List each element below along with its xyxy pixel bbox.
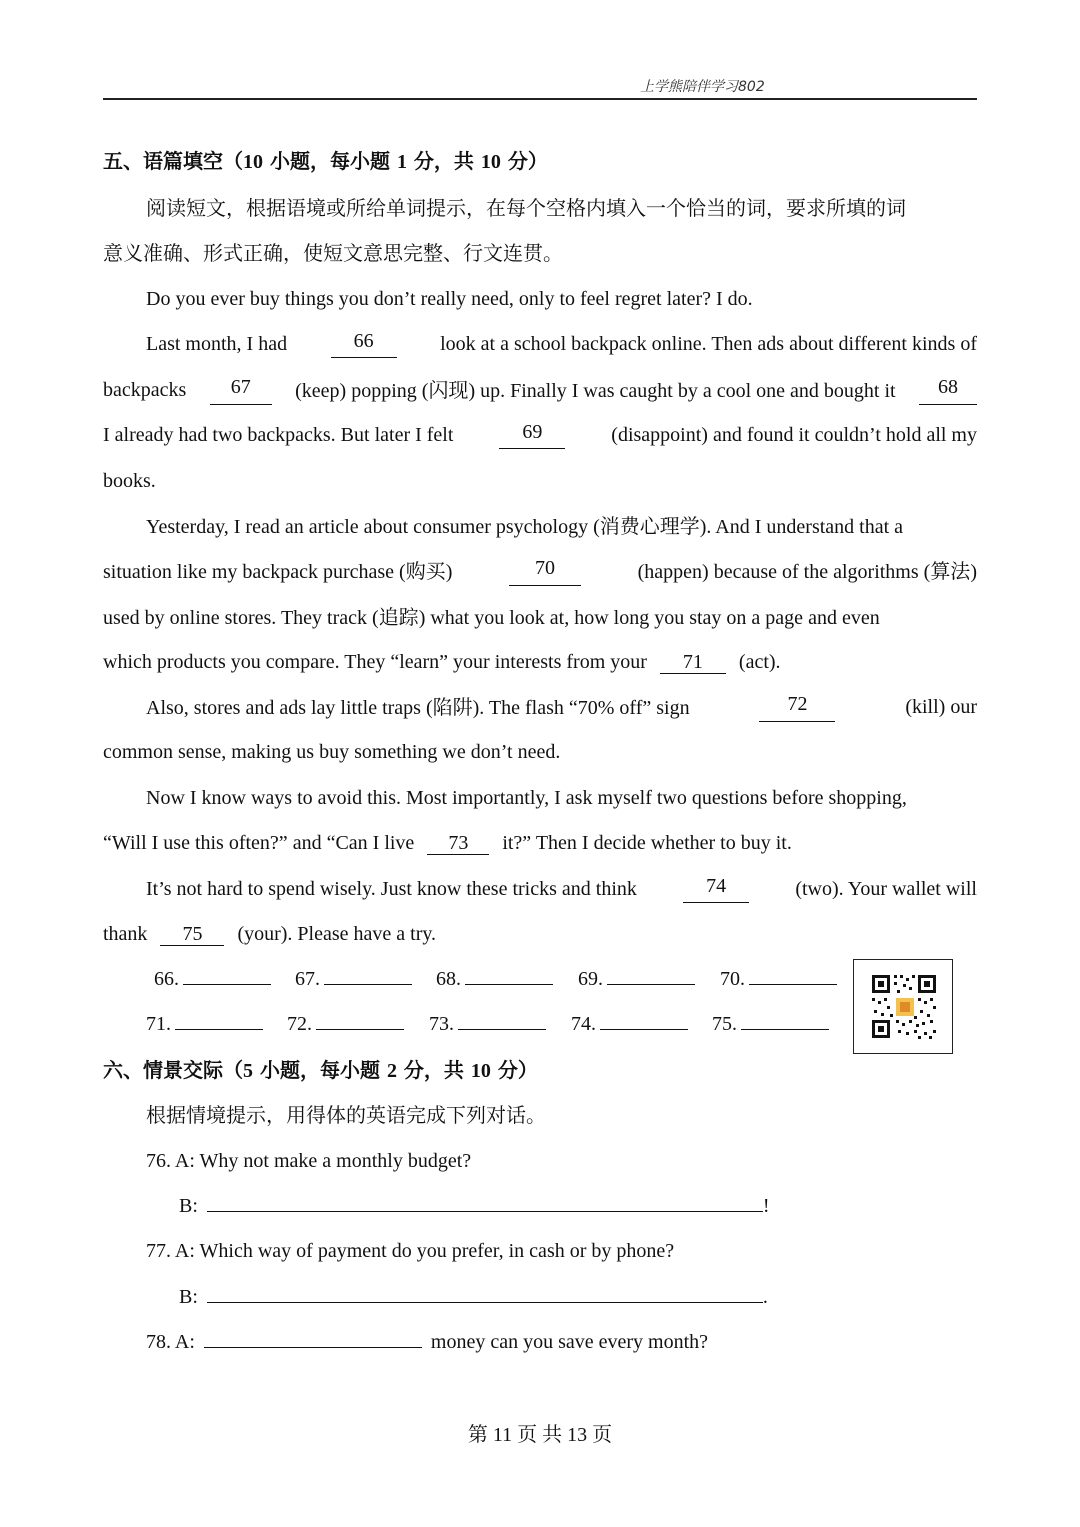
answer-item[interactable] (295, 965, 412, 993)
answer-line[interactable] (183, 966, 271, 985)
answer-label: 70. (720, 968, 745, 990)
answer-item[interactable] (154, 965, 271, 993)
answer-label: 72. (287, 1013, 312, 1035)
answer-line[interactable] (607, 966, 695, 985)
passage-text: I already had two backpacks. But later I felt (103, 424, 454, 446)
answer-label: 66. (154, 968, 179, 990)
passage-text: which products you compare. They “learn” your interests from your (103, 651, 647, 673)
passage-line-5: books. (103, 470, 156, 492)
answer-item[interactable] (578, 965, 695, 993)
passage-line-1: Do you ever buy things you don’t really need, only to feel regret later? I do. (146, 288, 753, 310)
answer-item[interactable] (287, 1010, 404, 1038)
answer-label: 67. (295, 968, 320, 990)
answer-line[interactable] (741, 1011, 829, 1030)
passage-cn-gloss: 陷阱 (432, 695, 473, 719)
section6-title-n1: 5 (243, 1060, 253, 1082)
section5-title-mid2: 分，共 (406, 149, 481, 173)
passage-line-7 (103, 557, 977, 586)
blank-69[interactable]: 69 (499, 421, 565, 449)
answer-label: 69. (578, 968, 603, 990)
q78-a (146, 1328, 977, 1356)
answer-line[interactable] (458, 1011, 546, 1030)
speaker-label: B: (179, 1286, 198, 1308)
passage-text: (two). Your wallet will (795, 878, 977, 900)
section5-instruction-1: 阅读短文，根据语境或所给单词提示，在每个空格内填入一个恰当的词，要求所填的词 (146, 196, 906, 220)
passage-line-8 (103, 603, 977, 632)
punctuation: . (762, 1286, 768, 1308)
blank-67[interactable]: 67 (210, 376, 272, 405)
qr-code-icon (854, 960, 952, 1053)
passage-line-13 (103, 829, 977, 857)
passage-cn-gloss: 购买 (405, 559, 446, 583)
passage-text: (kill) our (905, 696, 977, 718)
section6-title-n2: 2 (386, 1060, 397, 1082)
section5-title-n3: 10 (480, 151, 501, 173)
passage-cn-gloss: 算法 (930, 559, 971, 583)
passage-cn-gloss: 消费心理学 (599, 514, 700, 538)
answer-label: 75. (712, 1013, 737, 1035)
section6-title-n3: 10 (470, 1060, 491, 1082)
speaker-label: B: (179, 1195, 198, 1217)
answer-line[interactable] (749, 966, 837, 985)
answer-item[interactable] (429, 1010, 546, 1038)
passage-line-9 (103, 648, 977, 676)
answer-line[interactable] (600, 1011, 688, 1030)
passage-text: (your). Please have a try. (237, 923, 437, 945)
section6-title-mid1: 小题，每小题 (253, 1058, 387, 1082)
passage-text: ). And I understand that a (699, 516, 904, 538)
passage-line-10 (146, 693, 977, 722)
q76-a: 76. A: Why not make a monthly budget? (146, 1150, 472, 1172)
blank-71[interactable]: 71 (660, 651, 726, 674)
blank-72[interactable]: 72 (759, 693, 835, 722)
qr-code[interactable] (853, 959, 953, 1054)
q78-answer-line[interactable] (204, 1329, 422, 1348)
passage-text: (happen) because of the algorithms ( (637, 561, 931, 583)
header-rule (103, 98, 977, 100)
section5-title-mid1: 小题，每小题 (263, 149, 397, 173)
section5-title-n1: 10 (243, 151, 263, 173)
answer-item[interactable] (712, 1010, 829, 1038)
answer-label: 71. (146, 1013, 171, 1035)
passage-text: ) what you look at, how long you stay on a page and even (418, 607, 880, 629)
answer-row-2 (146, 1010, 836, 1038)
answer-label: 73. (429, 1013, 454, 1035)
passage-text: (keep) popping ( (295, 380, 429, 402)
answer-line[interactable] (316, 1011, 404, 1030)
passage-text: used by online stores. They track ( (103, 607, 379, 629)
section5-instruction-2: 意义准确、形式正确，使短文意思完整、行文连贯。 (103, 241, 563, 265)
section5-title-suffix: 分） (500, 149, 548, 173)
passage-text: (act). (738, 651, 781, 673)
section6-title (103, 1056, 977, 1085)
section5-title-n2: 1 (396, 151, 407, 173)
passage-cn-gloss: 追踪 (378, 605, 419, 629)
section6-title-suffix: 分） (490, 1058, 538, 1082)
passage-text: ). The flash “70% off” sign (472, 697, 690, 719)
blank-68[interactable]: 68 (919, 376, 977, 405)
section5-title-prefix: 五、语篇填空（ (103, 149, 243, 173)
q77-b (179, 1283, 879, 1311)
page-footer: 第 11 页 共 13 页 (467, 1424, 613, 1446)
answer-item[interactable] (720, 965, 837, 993)
q77-answer-line[interactable] (207, 1284, 763, 1303)
header-text: 上学熊陪伴学习802 (640, 79, 765, 95)
passage-line-3 (103, 376, 977, 405)
q77-a: 77. A: Which way of payment do you prefer, in cash or by phone? (146, 1240, 675, 1262)
passage-line-12: Now I know ways to avoid this. Most importantly, I ask myself two questions before shopping, (146, 787, 907, 809)
section5-title (103, 147, 977, 176)
passage-text: backpacks (103, 379, 187, 401)
passage-line-15 (103, 920, 977, 948)
answer-line[interactable] (465, 966, 553, 985)
section6-instruction: 根据情境提示，用得体的英语完成下列对话。 (146, 1103, 546, 1127)
blank-70[interactable]: 70 (509, 557, 581, 586)
passage-line-2 (146, 330, 977, 358)
answer-row-1 (154, 965, 844, 993)
answer-label: 68. (436, 968, 461, 990)
question-text: money can you save every month? (430, 1331, 709, 1353)
passage-cn-gloss: 闪现 (428, 378, 469, 402)
passage-text: Also, stores and ads lay little traps ( (146, 697, 433, 719)
punctuation: ! (762, 1195, 770, 1217)
passage-text: (disappoint) and found it couldn’t hold all my (611, 424, 977, 446)
passage-text: ) up. Finally I was caught by a cool one and bought it (468, 380, 896, 402)
passage-text: thank (103, 923, 148, 945)
section6-title-prefix: 六、情景交际（ (103, 1058, 243, 1082)
answer-item[interactable] (571, 1010, 688, 1038)
q76-answer-line[interactable] (207, 1193, 763, 1212)
passage-line-6 (146, 512, 977, 541)
blank-73[interactable]: 73 (427, 832, 489, 855)
answer-line[interactable] (324, 966, 412, 985)
q76-b (179, 1192, 879, 1220)
blank-74[interactable]: 74 (683, 875, 749, 903)
passage-text: ) (445, 561, 453, 583)
section6-title-mid2: 分，共 (396, 1058, 471, 1082)
passage-text: look at a school backpack online. Then ads about different kinds of (440, 333, 977, 355)
blank-75[interactable]: 75 (160, 923, 224, 946)
passage-line-14 (146, 875, 977, 903)
answer-item[interactable] (436, 965, 553, 993)
passage-text: it?” Then I decide whether to buy it. (502, 832, 792, 854)
answer-line[interactable] (175, 1011, 263, 1030)
passage-text: situation like my backpack purchase ( (103, 561, 406, 583)
blank-66[interactable]: 66 (331, 330, 397, 358)
passage-text: Last month, I had (146, 333, 288, 355)
passage-line-4 (103, 421, 977, 449)
passage-line-11: common sense, making us buy something we don’t need. (103, 741, 561, 763)
passage-text: “Will I use this often?” and “Can I live (103, 832, 415, 854)
passage-text: Yesterday, I read an article about consumer psychology ( (146, 516, 600, 538)
passage-text: It’s not hard to spend wisely. Just know these tricks and think (146, 878, 637, 900)
answer-label: 74. (571, 1013, 596, 1035)
passage-text: ) (970, 561, 977, 583)
question-label: 78. A: (146, 1331, 195, 1353)
answer-item[interactable] (146, 1010, 263, 1038)
